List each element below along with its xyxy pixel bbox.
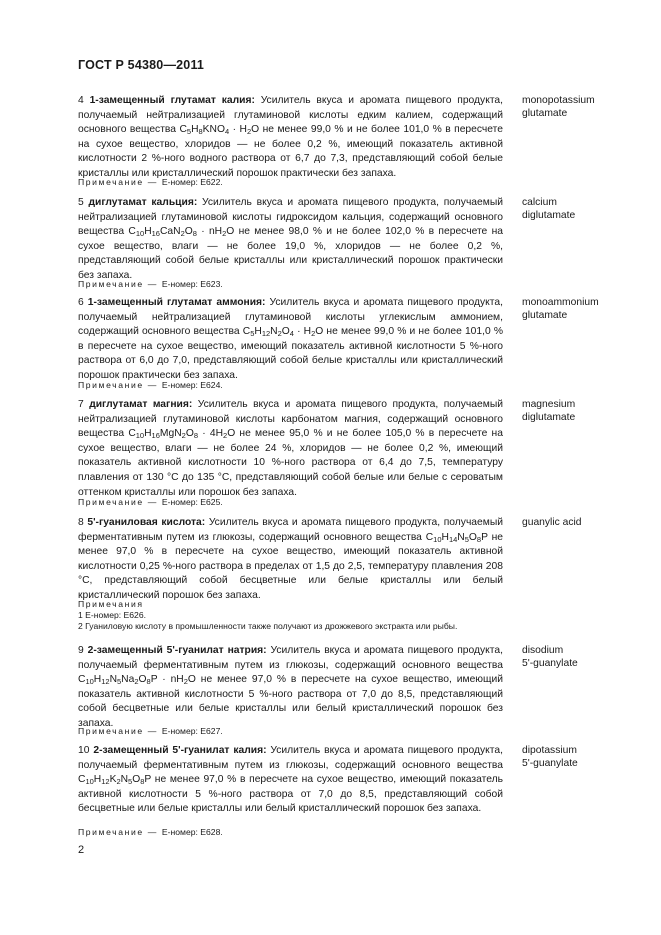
term-number: 6 <box>78 297 84 308</box>
term-definition-end: не менее 97,0 % в пересчете на сухое вещество, имеющий показатель активной кислотности 5 %-ного раствора от 7,0 до 8,5, представляющий собой бесцветные или белые кристаллы или белый кристаллический порошок без запаха. <box>78 674 503 729</box>
term-definition-start: Усилитель вкуса и аромата пищевого продукта, получаемый нейтрализацией глутаминовой кислоты карбонатом магния, содержащий основного вещества <box>78 399 503 440</box>
term-entry-10 <box>78 744 503 817</box>
term-definition-end: не менее 95,0 % и не более 105,0 % в пересчете на сухое вещество, влаги — не более 24 %, хлоридов — не более 0,2 %, имеющий показатель активной кислотности 10 %-ного раствора от 6,4 до 7,5, температуру плавления от 130 °С до 135 °С, представляющий собой белые или белые с сероватым оттенком кристаллы или порошок без запаха. <box>78 428 503 498</box>
english-equivalent-5: calcium diglutamate <box>522 197 576 222</box>
english-equivalent-8: guanylic acid <box>522 517 582 528</box>
note-item: 2 Гуаниловую кислоту в промышленности также получают из дрожжевого экстракта или рыбы. <box>78 621 458 631</box>
term-definition-end: не менее 99,0 % и не более 101,0 % в пересчете на сухое вещество, хлоридов — не более 0,2 %, имеющий показатель активной кислотности 2 %-ного водного раствора от 6,7 до 7,3, представляющий собой белые кристаллы или кристаллический порошок практически без запаха. <box>78 124 503 179</box>
english-equivalent-6: monoammonium glutamate <box>522 297 599 322</box>
term-entry-5 <box>78 196 503 284</box>
term-title: диглутамат кальция: <box>88 197 198 208</box>
term-note-6: Примечание — Е-номер: Е624. <box>78 380 223 390</box>
term-title: 2-замещенный 5'-гуанилат натрия: <box>87 645 267 656</box>
term-entry-7 <box>78 398 503 500</box>
chemical-formula: $C_{10}H_{12}N_5Na_2O_8P \cdot nH_2O$ <box>78 674 196 687</box>
chemical-formula: $C_5H_{12}N_2O_4 \cdot H_2O$ <box>242 326 324 339</box>
english-equivalent-9: disodium 5'-guanylate <box>522 645 578 670</box>
term-definition-end: не менее 98,0 % и не более 102,0 % в пересчете на сухое вещество, влаги — не более 19,0 %, хлоридов — не более 0,2 %, представляющий собой белые кристаллы или кристаллический порошок практически без запаха. <box>78 226 503 281</box>
chemical-formula: $C_{10}H_{12}K_2N_5O_8P$ <box>78 774 152 787</box>
english-equivalent-7: magnesium diglutamate <box>522 399 576 424</box>
term-title: 2-замещенный 5'-гуанилат калия: <box>93 745 267 756</box>
chemical-formula: $C_{10}H_{16}CaN_2O_8 \cdot nH_2O$ <box>128 226 235 239</box>
term-entry-4 <box>78 94 503 182</box>
term-definition-start: Усилитель вкуса и аромата пищевого продукта, получаемый ферментативным путем из глюкозы, содержащий основного вещества <box>78 745 503 771</box>
page-number: 2 <box>78 844 85 856</box>
document-header: ГОСТ Р 54380—2011 <box>78 58 205 72</box>
term-definition-start: Усилитель вкуса и аромата пищевого продукта, получаемый нейтрализацией глутаминовой кислоты едким калием, содержащий основного вещества <box>78 95 504 136</box>
term-entry-6 <box>78 296 503 384</box>
english-equivalent-10: dipotassium 5'-guanylate <box>522 745 578 770</box>
term-number: 4 <box>78 95 84 106</box>
term-number: 9 <box>78 645 84 656</box>
term-definition-start: Усилитель вкуса и аромата пищевого продукта, получаемый нейтрализацией глутаминовой кислоты углекислым аммонием, содержащий основного вещества <box>78 297 503 338</box>
term-number: 7 <box>78 399 84 410</box>
term-notes-8 <box>78 599 503 632</box>
term-number: 8 <box>78 517 84 528</box>
term-definition-end: не менее 97,0 % в пересчете на сухое вещество, имеющий показатель активной кислотности 0,25 %-ного раствора в пределах от 1,5 до 2,5, температуру плавления 208 °С, представляющий собой бесцветные или белые кристаллы или белый кристаллический порошок без запаха. <box>78 531 503 601</box>
term-definition-end: не менее 97,0 % в пересчете на сухое вещество, имеющий показатель активной кислотности 5 %-ного раствора от 7,0 до 8,5, представляющий собой бесцветные или белые кристаллы или белый кристаллический порошок без запаха. <box>78 774 503 815</box>
chemical-formula: $C_{10}H_{16}MgN_2O_8 \cdot 4H_2O$ <box>128 428 236 441</box>
chemical-formula: $C_{10}H_{14}N_5O_8P$ <box>425 531 488 544</box>
notes-heading: Примечания <box>78 599 144 609</box>
note-item: 1 Е-номер: Е626. <box>78 610 146 620</box>
term-note-10: Примечание — Е-номер: Е628. <box>78 827 223 837</box>
term-note-5: Примечание — Е-номер: Е623. <box>78 279 223 289</box>
term-note-9: Примечание — Е-номер: Е627. <box>78 726 223 736</box>
term-number: 10 <box>78 745 90 756</box>
term-title: 1-замещенный глутамат калия: <box>89 95 255 106</box>
term-title: 1-замещенный глутамат аммония: <box>87 297 266 308</box>
term-note-7: Примечание — Е-номер: Е625. <box>78 497 223 507</box>
english-equivalent-4: monopotassium glutamate <box>522 95 595 120</box>
term-note-4: Примечание — Е-номер: Е622. <box>78 177 223 187</box>
term-definition-start: Усилитель вкуса и аромата пищевого продукта, получаемый ферментативным путем из глюкозы, содержащий основного вещества <box>78 645 503 671</box>
term-title: диглутамат магния: <box>89 399 193 410</box>
term-number: 5 <box>78 197 84 208</box>
term-title: 5'-гуаниловая кислота: <box>87 517 206 528</box>
term-definition-start: Усилитель вкуса и аромата пищевого продукта, получаемый нейтрализацией глутаминовой кислоты гидроксидом кальция, содержащий основного вещества <box>78 197 503 238</box>
term-entry-9 <box>78 644 503 732</box>
term-definition-start: Усилитель вкуса и аромата пищевого продукта, получаемый ферментативным путем из глюкозы, содержащий основного вещества <box>78 517 503 543</box>
term-entry-8 <box>78 516 503 604</box>
term-definition-end: не менее 99,0 % и не более 101,0 % в пересчете на сухое вещество, имеющий показатель активной кислотности 5 %-ного раствора от 6,0 до 7,0, представляющий собой белые кристаллы или кристаллический порошок практически без запаха. <box>78 326 504 381</box>
chemical-formula: $C_5H_8KNO_4 \cdot H_2O$ <box>179 124 260 137</box>
